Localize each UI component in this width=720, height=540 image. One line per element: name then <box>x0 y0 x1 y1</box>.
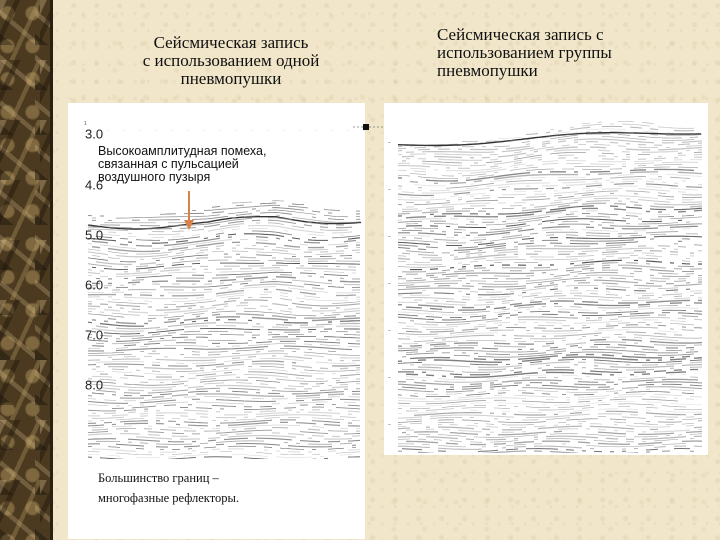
time-label-3-0: 3.0 <box>85 126 104 142</box>
trace-tick: · <box>171 128 173 133</box>
trace-tick: · <box>363 128 365 133</box>
depth-tick: – <box>388 281 391 287</box>
right-title: Сейсмическая запись с использованием группы пневмопушки <box>437 25 612 80</box>
trace-tick: · <box>251 128 253 133</box>
depth-tick: – <box>388 234 391 240</box>
trace-tick: · <box>155 128 157 133</box>
trace-tick: · <box>283 128 285 133</box>
annotation-arrow-icon <box>184 191 194 231</box>
strip-border-line <box>50 0 53 540</box>
panel-connector-marks <box>353 121 385 133</box>
bubble-noise-annotation: Высокоамплитудная помеха, связанная с пульсацией воздушного пузыря <box>98 144 267 184</box>
depth-tick: – <box>388 140 391 146</box>
trace-tick: · <box>299 128 301 133</box>
time-label-8-0: 8.0 <box>85 377 104 393</box>
trace-tick: · <box>139 128 141 133</box>
trace-tick: · <box>203 128 205 133</box>
decorative-marble-strip <box>0 0 50 540</box>
single-airgun-record-panel <box>68 103 365 539</box>
time-label-6-0: 6.0 <box>85 277 104 293</box>
trace-tick: · <box>267 128 269 133</box>
trace-tick: · <box>187 128 189 133</box>
trace-tick: · <box>347 128 349 133</box>
trace-tick: · <box>235 128 237 133</box>
depth-tick: – <box>388 422 391 428</box>
trace-tick: · <box>107 128 109 133</box>
depth-tick: – <box>388 328 391 334</box>
seismic-section-airgun-array <box>398 119 703 453</box>
depth-tick: – <box>388 187 391 193</box>
time-label-5-0: 5.0 <box>85 227 104 243</box>
time-label-7-0: 7.0 <box>85 327 104 343</box>
header-number: 1 <box>84 121 87 127</box>
trace-tick: · <box>123 128 125 133</box>
depth-tick: – <box>388 375 391 381</box>
trace-tick: · <box>315 128 317 133</box>
trace-tick: · <box>219 128 221 133</box>
left-title: Сейсмическая запись с использованием одной пневмопушки <box>142 33 320 88</box>
trace-tick: · <box>331 128 333 133</box>
multiphase-reflectors-note: Большинство границ – многофазные рефлекторы. <box>98 471 240 505</box>
airgun-array-record-panel <box>384 103 708 455</box>
time-label-4-6: 4.6 <box>85 177 104 193</box>
